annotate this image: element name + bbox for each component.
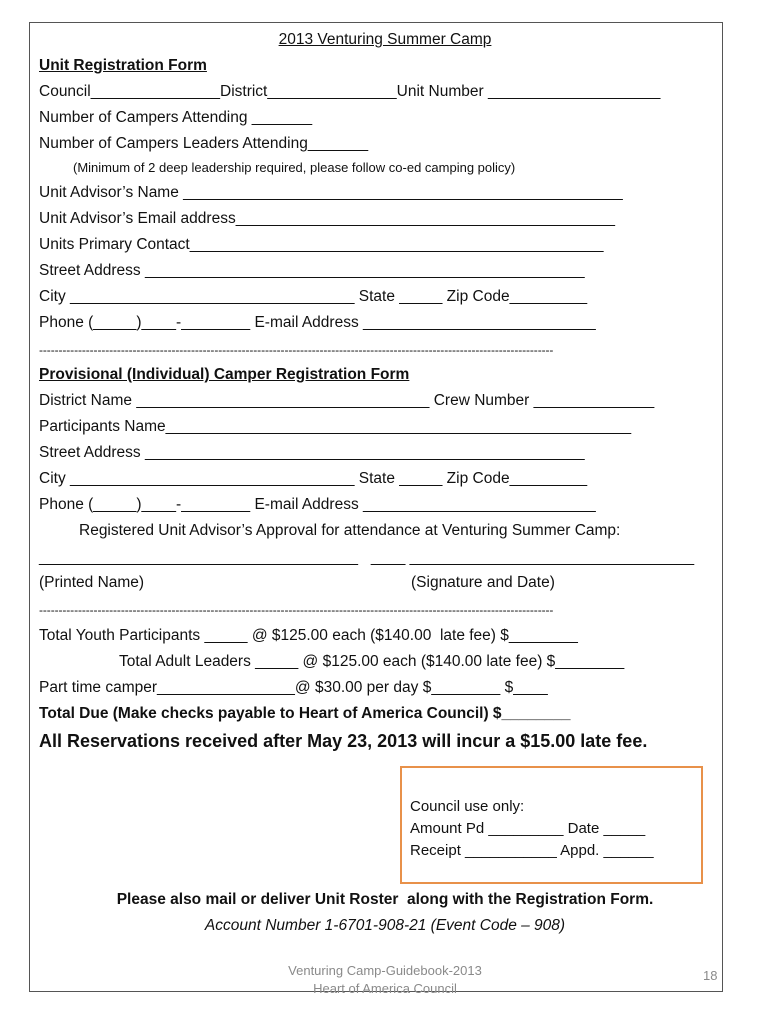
district-crew-field[interactable]: District Name __________________________________ Crew Number ______________ bbox=[39, 392, 655, 409]
leadership-note: (Minimum of 2 deep leadership required, please follow co-ed camping policy) bbox=[73, 160, 516, 175]
separator-line: ------------------------------------------------------------------------------------------------------------------------------------ bbox=[39, 343, 554, 357]
council-use-title: Council use only: bbox=[410, 798, 525, 815]
leaders-attending-field[interactable]: Number of Campers Leaders Attending_______ bbox=[39, 135, 369, 152]
account-number: Account Number 1-6701-908-21 (Event Code – 908) bbox=[204, 917, 566, 934]
form-title: 2013 Venturing Summer Camp bbox=[278, 31, 492, 48]
adult-fee-line[interactable]: Total Adult Leaders _____ @ $125.00 each ($140.00 late fee) $________ bbox=[119, 653, 625, 670]
late-fee-notice: All Reservations received after May 23, 2013 will incur a $15.00 late fee. bbox=[39, 731, 648, 751]
campers-attending-field[interactable]: Number of Campers Attending _______ bbox=[39, 109, 313, 126]
participant-street-field[interactable]: Street Address ___________________________________________________ bbox=[39, 444, 585, 461]
advisor-name-field[interactable]: Unit Advisor’s Name ___________________________________________________ bbox=[39, 184, 623, 201]
unit-city-state-zip-field[interactable]: City _________________________________ State _____ Zip Code_________ bbox=[39, 288, 588, 305]
participant-name-field[interactable]: Participants Name______________________________________________________ bbox=[39, 418, 632, 435]
amount-date-field[interactable]: Amount Pd _________ Date _____ bbox=[410, 820, 646, 837]
advisor-approval-text: Registered Unit Advisor’s Approval for attendance at Venturing Summer Camp: bbox=[79, 522, 621, 539]
advisor-email-field[interactable]: Unit Advisor’s Email address____________________________________________ bbox=[39, 210, 615, 227]
separator-line: ------------------------------------------------------------------------------------------------------------------------------------ bbox=[39, 603, 554, 617]
unit-form-heading: Unit Registration Form bbox=[39, 57, 207, 74]
signature-lines[interactable]: _____________________________________ ____ _________________________________ bbox=[39, 549, 695, 566]
page-number: 18 bbox=[703, 968, 718, 983]
unit-phone-email-field[interactable]: Phone (_____)____-________ E-mail Address ___________________________ bbox=[39, 314, 596, 331]
receipt-appd-field[interactable]: Receipt ___________ Appd. ______ bbox=[410, 842, 654, 859]
council-field[interactable]: Council_______________District_______________Unit Number ____________________ bbox=[39, 83, 661, 100]
primary-contact-field[interactable]: Units Primary Contact________________________________________________ bbox=[39, 236, 604, 253]
mail-roster-note: Please also mail or deliver Unit Roster along with the Registration Form. bbox=[116, 891, 654, 908]
individual-form-heading: Provisional (Individual) Camper Registration Form bbox=[39, 366, 410, 383]
footer-guidebook: Venturing Camp-Guidebook-2013 bbox=[288, 963, 482, 978]
youth-fee-line[interactable]: Total Youth Participants _____ @ $125.00 each ($140.00 late fee) $________ bbox=[39, 627, 578, 644]
signature-date-label: (Signature and Date) bbox=[411, 574, 555, 591]
participant-phone-email-field[interactable]: Phone (_____)____-________ E-mail Address ___________________________ bbox=[39, 496, 596, 513]
part-time-fee-line[interactable]: Part time camper________________@ $30.00 per day $________ $____ bbox=[39, 679, 548, 696]
printed-name-label: (Printed Name) bbox=[39, 574, 145, 591]
total-due-line[interactable]: Total Due (Make checks payable to Heart of America Council) $________ bbox=[39, 705, 571, 722]
unit-street-field[interactable]: Street Address ___________________________________________________ bbox=[39, 262, 585, 279]
council-use-box bbox=[400, 766, 703, 884]
footer-council: Heart of America Council bbox=[313, 981, 457, 996]
participant-city-state-zip-field[interactable]: City _________________________________ State _____ Zip Code_________ bbox=[39, 470, 588, 487]
